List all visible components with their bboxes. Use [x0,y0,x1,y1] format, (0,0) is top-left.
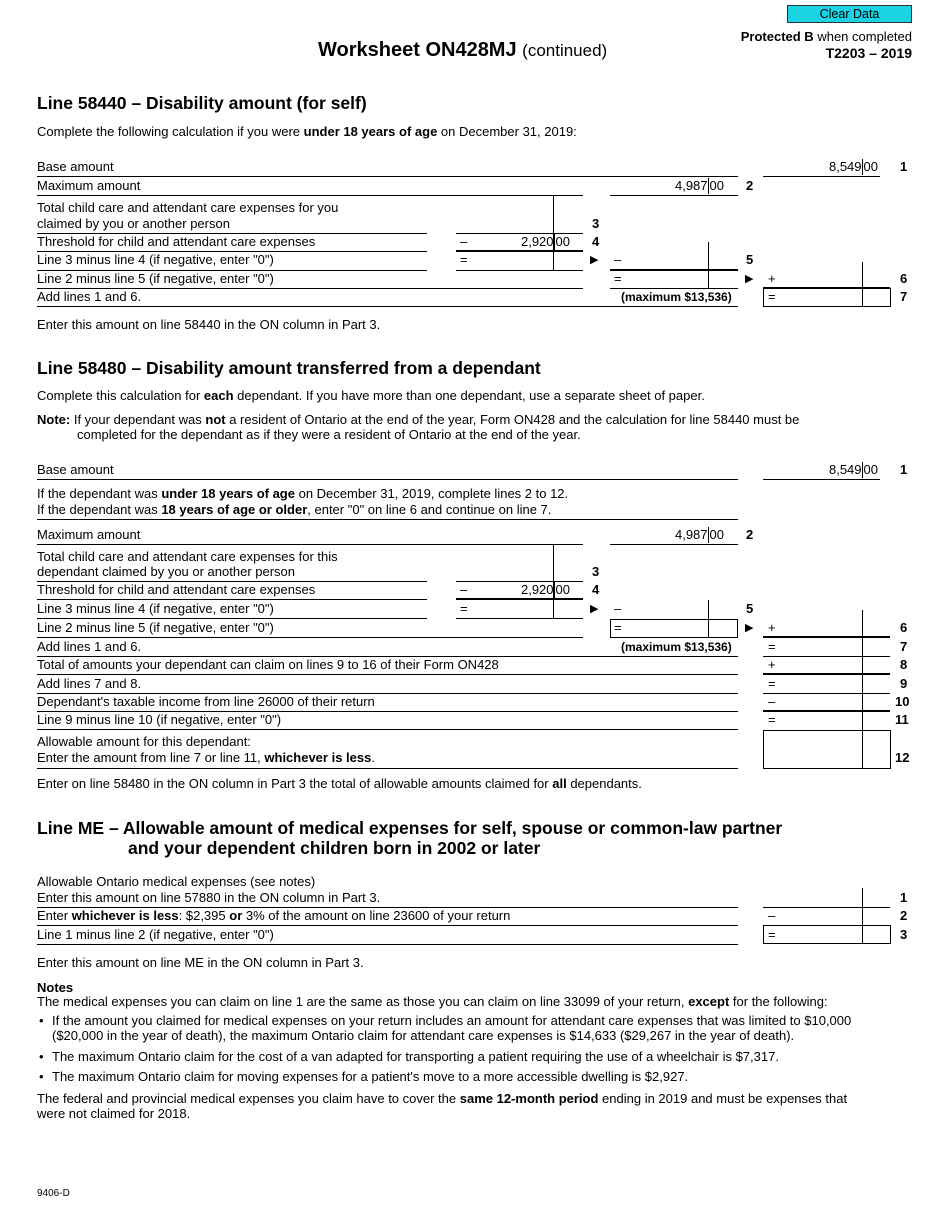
line-number-9: 9 [900,676,908,691]
text: The federal and provincial medical expenses you claim have to cover the [37,1091,460,1106]
divider-thick [456,598,583,600]
divider [37,306,738,307]
s2-line8-label: Total of amounts your dependant can claim on lines 9 to 16 of their Form ON428 [37,657,499,672]
title-main: Worksheet ON428MJ [318,39,517,61]
s2-line6-input[interactable] [763,636,890,638]
note-text: If your dependant was [70,412,206,427]
equals-sign: = [768,927,776,942]
text: Enter [37,908,72,923]
s1-care-label-1: Total child care and attendant care expenses for you [37,200,339,215]
cents-separator [862,730,863,769]
equals-sign: = [614,620,622,635]
divider [37,944,738,945]
s2-care-label-1: Total child care and attendant care expenses for this [37,549,338,564]
s1-max-label: Maximum amount [37,178,141,193]
line-number-7: 7 [900,289,908,304]
s1-l3m4-label: Line 3 minus line 4 (if negative, enter "0") [37,252,274,267]
intro-bold: each [203,388,234,403]
note-bullet-1-line2: ($20,000 in the year of death), the maximum Ontario claim for attendant care expenses is $14,633 ($29,267 in the year of death). [52,1028,795,1043]
s2-line10-input[interactable] [763,710,890,712]
intro-text: Complete the following calculation if you were [37,124,304,139]
minus-sign: – [768,694,776,709]
line-number-3: 3 [900,927,908,942]
text: for the following: [729,994,828,1009]
protected-suffix: when completed [817,29,912,44]
s1-threshold-label: Threshold for child and attendant care expenses [37,234,316,249]
text: dependants. [566,776,642,791]
divider [610,544,738,545]
line-number-8: 8 [900,657,908,672]
divider [37,674,738,675]
s2-if-18-or-older [37,502,551,518]
s1-care-label-2: claimed by you or another person [37,216,230,231]
divider [763,479,880,480]
text-bold: same 12-month period [459,1091,599,1106]
bullet-icon: • [39,1069,44,1084]
note-bold: not [205,412,226,427]
minus-sign: – [460,582,468,597]
note-label: Note: [37,412,71,427]
cents-separator [862,288,863,307]
intro-text: dependant. If you have more than one dependant, use a separate sheet of paper. [233,388,705,403]
s3-line1-input[interactable] [763,907,890,908]
s2-add16-label: Add lines 1 and 6. [37,639,142,654]
minus-sign: – [614,252,622,267]
text: The medical expenses you can claim on line 1 are the same as those you can claim on line 33099 of your return, [37,994,689,1009]
s2-line5a-input[interactable] [456,618,583,619]
equals-sign: = [768,676,776,691]
divider [37,618,427,619]
arrow-right-icon: ▶ [745,622,754,634]
text: If the dependant was [37,502,162,517]
s2-care-label-2: dependant claimed by you or another person [37,564,296,579]
s2-line11-label: Line 9 minus line 10 (if negative, enter "0") [37,712,282,727]
s2-line7-input[interactable] [763,656,890,657]
equals-sign: = [460,601,468,616]
form-code: 9406-D [37,1188,70,1199]
intro-text: Complete this calculation for [37,388,204,403]
s2-threshold-label: Threshold for child and attendant care expenses [37,582,316,597]
s1-base-label: Base amount [37,159,114,174]
s1-add16-label: Add lines 1 and 6. [37,289,142,304]
line-number-5: 5 [746,252,754,267]
s2-line8-input[interactable] [763,673,890,675]
s2-l2m5-label: Line 2 minus line 5 (if negative, enter "0") [37,620,274,635]
s1-line5a-input[interactable] [456,270,583,271]
s2-max-amount [675,527,724,543]
title-suffix: (continued) [522,41,608,60]
amount-cents: 00 [555,582,570,597]
cents-separator [862,262,863,288]
line-number-1: 1 [900,890,908,905]
s2-line6a-input[interactable] [610,619,738,638]
cents-separator [708,242,709,288]
text-bold: 18 years of age or older [161,502,308,517]
line-number-12: 12 [895,750,910,765]
divider [37,599,427,600]
bullet-icon: • [39,1013,44,1028]
note-bullet-2: The maximum Ontario claim for the cost of a van adapted for transporting a patient requiring the use of a wheelchair is $7,317. [52,1049,779,1064]
s2-line10-label: Dependant's taxable income from line 26000 of their return [37,694,375,709]
line-number-3: 3 [592,216,600,231]
text: ending in 2019 and must be expenses that [598,1091,848,1106]
line-number-2: 2 [746,178,754,193]
divider [763,176,880,177]
notes-title: Notes [37,980,74,995]
text: If the dependant was [37,486,162,501]
s2-base-amount [829,462,878,478]
text-bold: all [552,776,567,791]
clear-data-button[interactable]: Clear Data [787,5,912,23]
text: , enter "0" on line 6 and continue on line 7. [307,502,552,517]
amount-dollars: 8,549 [828,159,862,174]
text-bold: or [229,908,243,923]
s1-max-amount [675,178,724,194]
amount-dollars: 4,987 [674,178,708,193]
text: 3% of the amount on line 23600 of your return [242,908,511,923]
amount-cents: 00 [709,527,724,542]
s1-base-amount [829,159,878,175]
line-number-4: 4 [592,234,600,249]
section-me-heading-1: Line ME – Allowable amount of medical expenses for self, spouse or common-law partner [37,818,783,838]
section-58480-note-line2: completed for the dependant as if they were a resident of Ontario at the end of the year. [77,427,581,442]
equals-sign: = [768,639,776,654]
s1-maximum-note: (maximum $13,536) [621,290,732,304]
protected-label [741,29,912,45]
divider [37,637,583,638]
s3-line3-input[interactable] [763,925,891,944]
cents-separator [862,610,863,730]
line-number-7: 7 [900,639,908,654]
s2-max-label: Maximum amount [37,527,141,542]
notes-final-line1 [37,1091,847,1107]
s2-line12-label-2 [37,750,375,766]
plus-sign: + [768,271,776,286]
amount-cents: 00 [863,462,878,477]
divider-thick [456,250,583,252]
amount-cents: 00 [555,234,570,249]
s2-l3m4-label: Line 3 minus line 4 (if negative, enter "0") [37,601,274,616]
arrow-right-icon: ▶ [590,254,599,266]
text-bold: under 18 years of age [161,486,295,501]
minus-sign: – [614,601,622,616]
divider [37,925,738,926]
s1-line5-input[interactable] [610,269,738,271]
s2-footer [37,776,642,792]
s2-line12-label-1: Allowable amount for this dependant: [37,734,251,749]
equals-sign: = [460,252,468,267]
protected-b: Protected B [740,29,814,44]
note-bullet-3: The maximum Ontario claim for moving expenses for a patient's move to a more accessible dwelling is $2,927. [52,1069,689,1084]
page-title [318,38,607,63]
line-number-1: 1 [900,462,908,477]
note-text: a resident of Ontario at the end of the year, Form ON428 and the calculation for line 58440 must be [225,412,800,427]
section-58480-heading: Line 58480 – Disability amount transferred from a dependant [37,358,541,378]
note-bullet-1-line1: If the amount you claimed for medical expenses on your return includes an amount for attendant care expenses that was limited to $10,000 [52,1013,852,1028]
text: . [371,750,375,765]
s3-line3-label: Line 1 minus line 2 (if negative, enter "0") [37,927,274,942]
line-number-1: 1 [900,159,908,174]
equals-sign: = [614,271,622,286]
line-number-2: 2 [900,908,908,923]
divider [37,544,583,545]
divider [37,768,738,769]
section-58440-intro [37,124,577,140]
s3-footer: Enter this amount on line ME in the ON column in Part 3. [37,955,364,970]
s2-threshold-amount [521,582,570,598]
line-number-5: 5 [746,601,754,616]
s2-maximum-note: (maximum $13,536) [621,640,732,654]
text: Enter the amount from line 7 or line 11, [37,750,265,765]
s3-line1-label-2: Enter this amount on line 57880 in the ON column in Part 3. [37,890,381,905]
s1-l2m5-label: Line 2 minus line 5 (if negative, enter "0") [37,271,274,286]
line-number-11: 11 [895,712,909,727]
notes-final-line2: were not claimed for 2018. [37,1106,191,1121]
amount-cents: 00 [709,178,724,193]
section-58440-heading: Line 58440 – Disability amount (for self) [37,93,367,113]
minus-sign: – [460,234,468,249]
text-bold: except [688,994,730,1009]
divider [37,519,738,520]
intro-bold: under 18 years of age [303,124,438,139]
amount-dollars: 2,920 [520,582,554,597]
line-number-3: 3 [592,564,600,579]
s2-line9-input[interactable] [763,693,890,694]
s1-threshold-amount [521,234,570,250]
line-number-6: 6 [900,271,908,286]
amount-dollars: 8,549 [828,462,862,477]
text: on December 31, 2019, complete lines 2 to 12. [294,486,569,501]
s2-base-label: Base amount [37,462,114,477]
s1-footer: Enter this amount on line 58440 in the ON column in Part 3. [37,317,381,332]
equals-sign: = [768,289,776,304]
text-bold: whichever is less [264,750,372,765]
equals-sign: = [768,712,776,727]
line-number-6: 6 [900,620,908,635]
text: Enter on line 58480 in the ON column in Part 3 the total of allowable amounts claimed for [37,776,553,791]
arrow-right-icon: ▶ [590,603,599,615]
line-number-4: 4 [592,582,600,597]
divider [37,195,583,196]
minus-sign: – [768,908,776,923]
divider [610,195,738,196]
text-bold: whichever is less [71,908,179,923]
line-number-10: 10 [895,694,910,709]
divider [37,176,738,177]
text: : $2,395 [178,908,230,923]
amount-cents: 00 [863,159,878,174]
plus-sign: + [768,657,776,672]
s2-line12-input[interactable] [763,730,891,769]
s2-line9-label: Add lines 7 and 8. [37,676,142,691]
amount-dollars: 2,920 [520,234,554,249]
bullet-icon: • [39,1049,44,1064]
form-id: T2203 – 2019 [825,45,912,61]
s2-if-under-18 [37,486,568,502]
amount-dollars: 4,987 [674,527,708,542]
plus-sign: + [768,620,776,635]
line-number-2: 2 [746,527,754,542]
notes-intro [37,994,828,1010]
intro-text: on December 31, 2019: [437,124,577,139]
divider [37,479,738,480]
s3-line2-label [37,908,510,924]
arrow-right-icon: ▶ [745,273,754,285]
section-58480-intro [37,388,705,404]
s3-line1-label-1: Allowable Ontario medical expenses (see notes) [37,874,316,889]
divider [37,729,738,730]
section-58480-note [37,412,799,428]
section-me-heading-2: and your dependent children born in 2002 or later [128,838,541,858]
s1-line7-input[interactable] [763,288,891,307]
